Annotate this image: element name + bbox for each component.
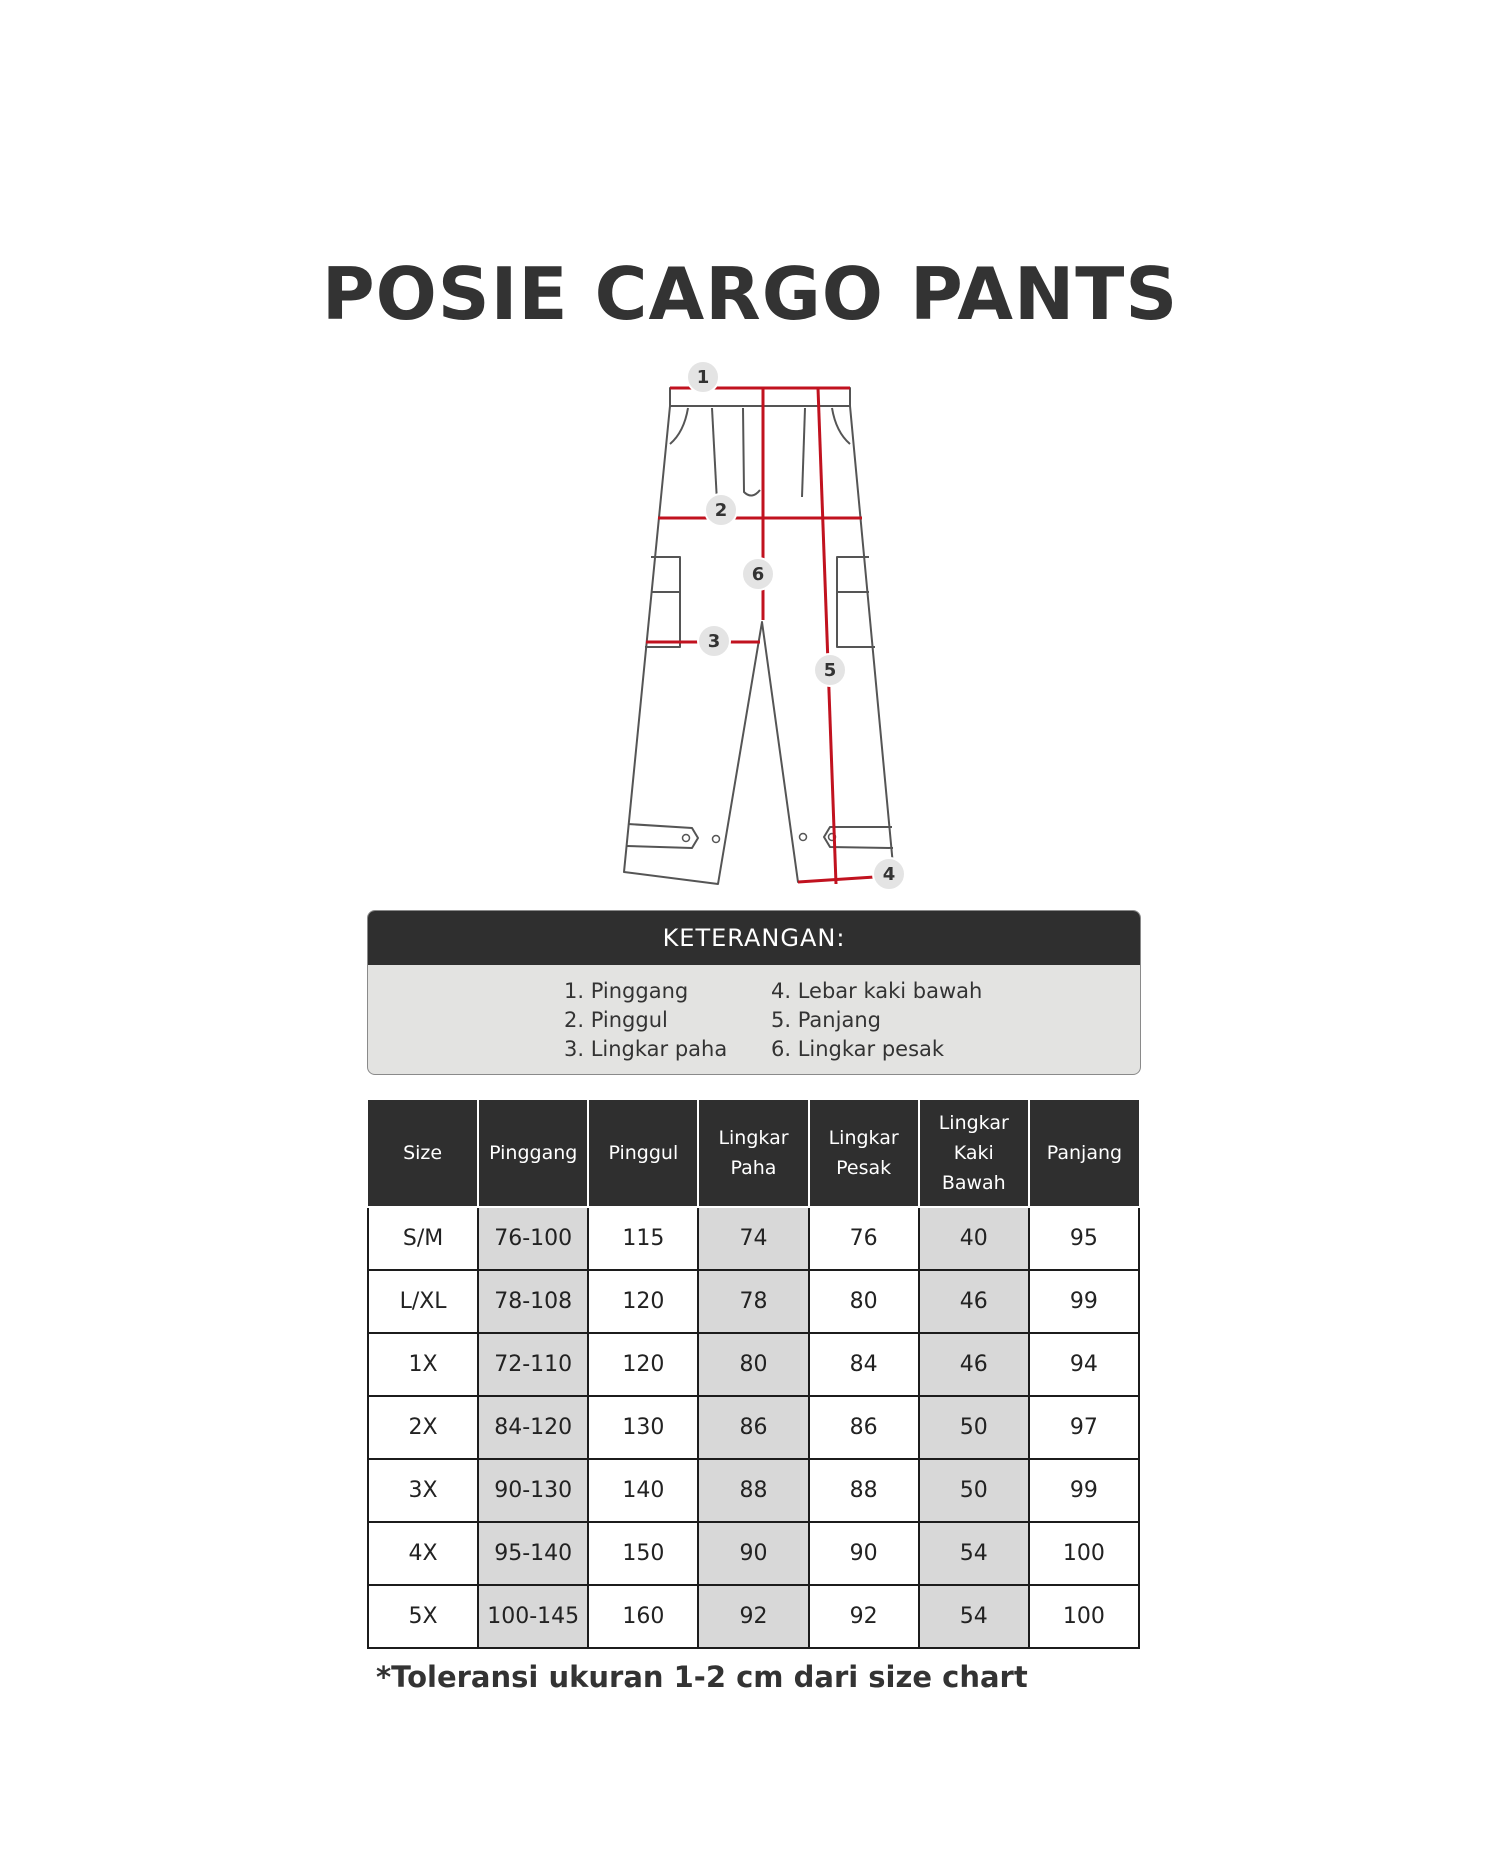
table-cell: 97 [1029,1396,1139,1459]
marker-6 [742,558,774,590]
table-cell: 120 [588,1333,698,1396]
table-cell: S/M [368,1207,478,1270]
table-row [368,1207,1139,1270]
legend-item: 4. Lebar kaki bawah [771,979,983,1003]
table-cell: 5X [368,1585,478,1648]
table-cell: 160 [588,1585,698,1648]
table-cell: 50 [919,1396,1029,1459]
size-table-header-row [368,1100,1139,1207]
legend-column-left [564,977,727,1064]
table-cell: 80 [698,1333,808,1396]
table-cell: 84-120 [478,1396,588,1459]
marker-1-label: 1 [696,367,710,388]
table-cell: 46 [919,1270,1029,1333]
table-cell: 90 [698,1522,808,1585]
table-cell: 40 [919,1207,1029,1270]
marker-3-label: 3 [707,631,721,652]
table-row [368,1522,1139,1585]
pants-outline [624,406,894,884]
left-hem-strap [627,824,698,848]
table-cell: 78-108 [478,1270,588,1333]
table-cell: 100 [1029,1522,1139,1585]
legend-body [368,965,1140,1074]
marker-2-label: 2 [714,500,728,521]
table-cell: 4X [368,1522,478,1585]
table-cell: 140 [588,1459,698,1522]
legend-box [367,910,1141,1075]
table-cell: 94 [1029,1333,1139,1396]
marker-3 [698,625,730,657]
table-cell: 76-100 [478,1207,588,1270]
table-cell: 50 [919,1459,1029,1522]
table-cell: 54 [919,1522,1029,1585]
table-cell: 115 [588,1207,698,1270]
table-cell: 76 [809,1207,919,1270]
table-cell: 86 [698,1396,808,1459]
marker-2 [705,494,737,526]
table-row [368,1270,1139,1333]
header-lingkar-pesak: Lingkar Pesak [809,1100,919,1207]
pants-diagram [600,352,920,902]
marker-6-label: 6 [751,564,765,585]
legend-column-right [771,977,982,1064]
table-cell: 1X [368,1333,478,1396]
marker-4-label: 4 [882,864,896,885]
table-cell: 3X [368,1459,478,1522]
table-row [368,1585,1139,1648]
page-title: POSIE CARGO PANTS [321,252,1179,336]
table-cell: 130 [588,1396,698,1459]
left-hem-button [713,836,720,843]
table-cell: 88 [698,1459,808,1522]
legend-item: 5. Panjang [771,1008,881,1032]
table-cell: L/XL [368,1270,478,1333]
header-lingkar-kaki-bawah: Lingkar Kaki Bawah [919,1100,1029,1207]
table-cell: 90-130 [478,1459,588,1522]
header-size: Size [368,1100,478,1207]
table-cell: 120 [588,1270,698,1333]
tolerance-note: *Toleransi ukuran 1-2 cm dari size chart [376,1660,1028,1694]
table-row [368,1396,1139,1459]
legend-item: 6. Lingkar pesak [771,1037,945,1061]
table-cell: 95-140 [478,1522,588,1585]
size-table [367,1100,1140,1649]
table-row [368,1459,1139,1522]
length-line [818,388,836,884]
table-cell: 88 [809,1459,919,1522]
legend-item: 1. Pinggang [564,979,689,1003]
table-cell: 72-110 [478,1333,588,1396]
marker-5-label: 5 [823,660,837,681]
legend-heading: KETERANGAN: [368,911,1140,965]
table-cell: 90 [809,1522,919,1585]
table-cell: 150 [588,1522,698,1585]
table-cell: 99 [1029,1270,1139,1333]
table-cell: 92 [698,1585,808,1648]
table-cell: 46 [919,1333,1029,1396]
table-cell: 84 [809,1333,919,1396]
table-cell: 80 [809,1270,919,1333]
marker-1 [687,361,719,393]
table-row [368,1333,1139,1396]
right-pocket [832,408,850,444]
legend-item: 2. Pinggul [564,1008,668,1032]
header-panjang: Panjang [1029,1100,1139,1207]
table-cell: 74 [698,1207,808,1270]
table-cell: 100 [1029,1585,1139,1648]
table-cell: 99 [1029,1459,1139,1522]
marker-5 [814,654,846,686]
header-pinggul: Pinggul [588,1100,698,1207]
table-cell: 100-145 [478,1585,588,1648]
table-cell: 78 [698,1270,808,1333]
table-cell: 92 [809,1585,919,1648]
table-cell: 54 [919,1585,1029,1648]
right-hem-button [800,834,807,841]
fly-outline-2 [802,408,805,497]
seam-left [712,408,717,502]
table-cell: 95 [1029,1207,1139,1270]
legend-item: 3. Lingkar paha [564,1037,728,1061]
table-cell: 2X [368,1396,478,1459]
marker-4 [873,858,905,890]
header-lingkar-paha: Lingkar Paha [698,1100,808,1207]
header-pinggang: Pinggang [478,1100,588,1207]
left-strap-button [683,835,690,842]
left-pocket [670,408,688,444]
size-table-body [368,1207,1139,1648]
table-cell: 86 [809,1396,919,1459]
fly-outline [743,408,760,496]
